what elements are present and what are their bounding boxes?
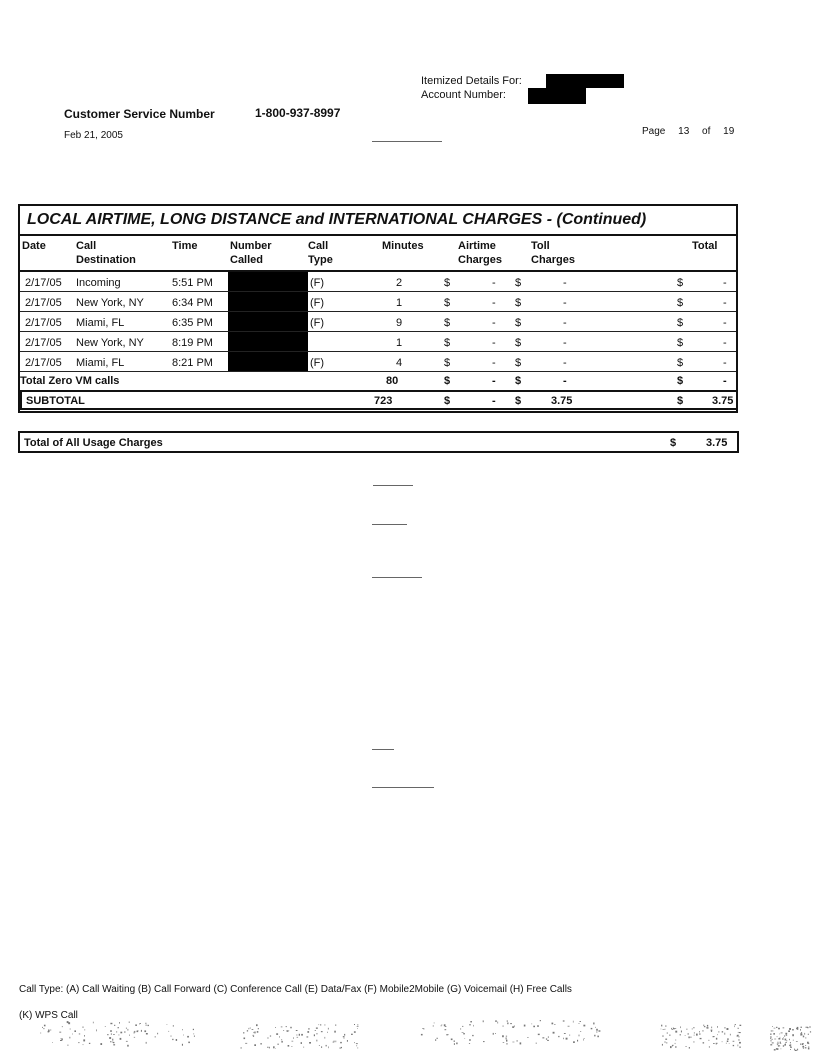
page-current: 13 bbox=[678, 126, 690, 137]
col-header-type: Call Type bbox=[308, 240, 333, 266]
table-row: 2/17/05 Miami, FL 8:21 PM (F) 4 $ - $ - $ - bbox=[20, 352, 736, 372]
scan-noise bbox=[0, 1018, 815, 1061]
subtotal-label: SUBTOTAL bbox=[26, 395, 85, 407]
customer-service-number: 1-800-937-8997 bbox=[255, 106, 341, 120]
account-label: Account Number: bbox=[421, 89, 506, 101]
col-header-minutes: Minutes bbox=[382, 240, 424, 252]
section-title: LOCAL AIRTIME, LONG DISTANCE and INTERNATIONAL CHARGES - (Continued) bbox=[27, 211, 647, 228]
itemized-details bbox=[421, 74, 624, 104]
col-header-number: Number Called bbox=[230, 240, 272, 266]
redacted-number bbox=[228, 332, 308, 352]
col-header-date: Date bbox=[22, 240, 46, 252]
legend-line-1: Call Type: (A) Call Waiting (B) Call Forward (C) Conference Call (E) Data/Fax (F) Mobile2Mobile (G) Voicemail (H) Free Calls bbox=[19, 984, 572, 995]
table-row: 2/17/05 Incoming 5:51 PM (F) 2 $ - $ - $ - bbox=[20, 272, 736, 292]
subtotal-minutes: 723 bbox=[374, 395, 393, 407]
redacted-number bbox=[228, 292, 308, 312]
redacted-account-number bbox=[528, 88, 586, 104]
page-label: Page bbox=[642, 126, 666, 137]
charges-table bbox=[18, 204, 738, 413]
usage-total-label: Total of All Usage Charges bbox=[24, 437, 163, 449]
col-header-airtime: Airtime Charges bbox=[458, 240, 503, 266]
redacted-name bbox=[546, 74, 624, 88]
page-indicator bbox=[642, 126, 744, 137]
subtotal-total: 3.75 bbox=[712, 395, 734, 407]
table-row: 2/17/05 New York, NY 8:19 PM 1 $ - $ - $ - bbox=[20, 332, 736, 352]
page-of: of bbox=[702, 126, 711, 137]
zero-vm-row: Total Zero VM calls 80 $ - $ - $ - bbox=[20, 375, 727, 387]
subtotal-row: SUBTOTAL 723 $ - $ 3.75 $ 3.75 bbox=[20, 390, 738, 410]
redacted-number bbox=[228, 352, 308, 372]
col-header-time: Time bbox=[172, 240, 198, 252]
page-total: 19 bbox=[723, 126, 735, 137]
table-row: 2/17/05 New York, NY 6:34 PM (F) 1 $ - $ - $ - bbox=[20, 292, 736, 312]
redacted-number bbox=[228, 312, 308, 332]
col-header-toll: Toll Charges bbox=[531, 240, 576, 266]
customer-service-label: Customer Service Number bbox=[64, 107, 215, 121]
statement-date: Feb 21, 2005 bbox=[64, 130, 123, 141]
table-row: 2/17/05 Miami, FL 6:35 PM (F) 9 $ - $ - $ - bbox=[20, 312, 736, 332]
subtotal-toll: 3.75 bbox=[551, 395, 573, 407]
title-divider bbox=[20, 234, 736, 236]
col-header-total: Total bbox=[692, 240, 718, 252]
redacted-number bbox=[228, 272, 308, 292]
itemized-label: Itemized Details For: bbox=[421, 75, 522, 87]
legend-line-2: (K) WPS Call bbox=[19, 1010, 78, 1021]
usage-total-row: Total of All Usage Charges $ 3.75 bbox=[18, 431, 739, 453]
col-header-destination: Call Destination bbox=[76, 240, 136, 266]
usage-total-value: 3.75 bbox=[706, 437, 728, 449]
